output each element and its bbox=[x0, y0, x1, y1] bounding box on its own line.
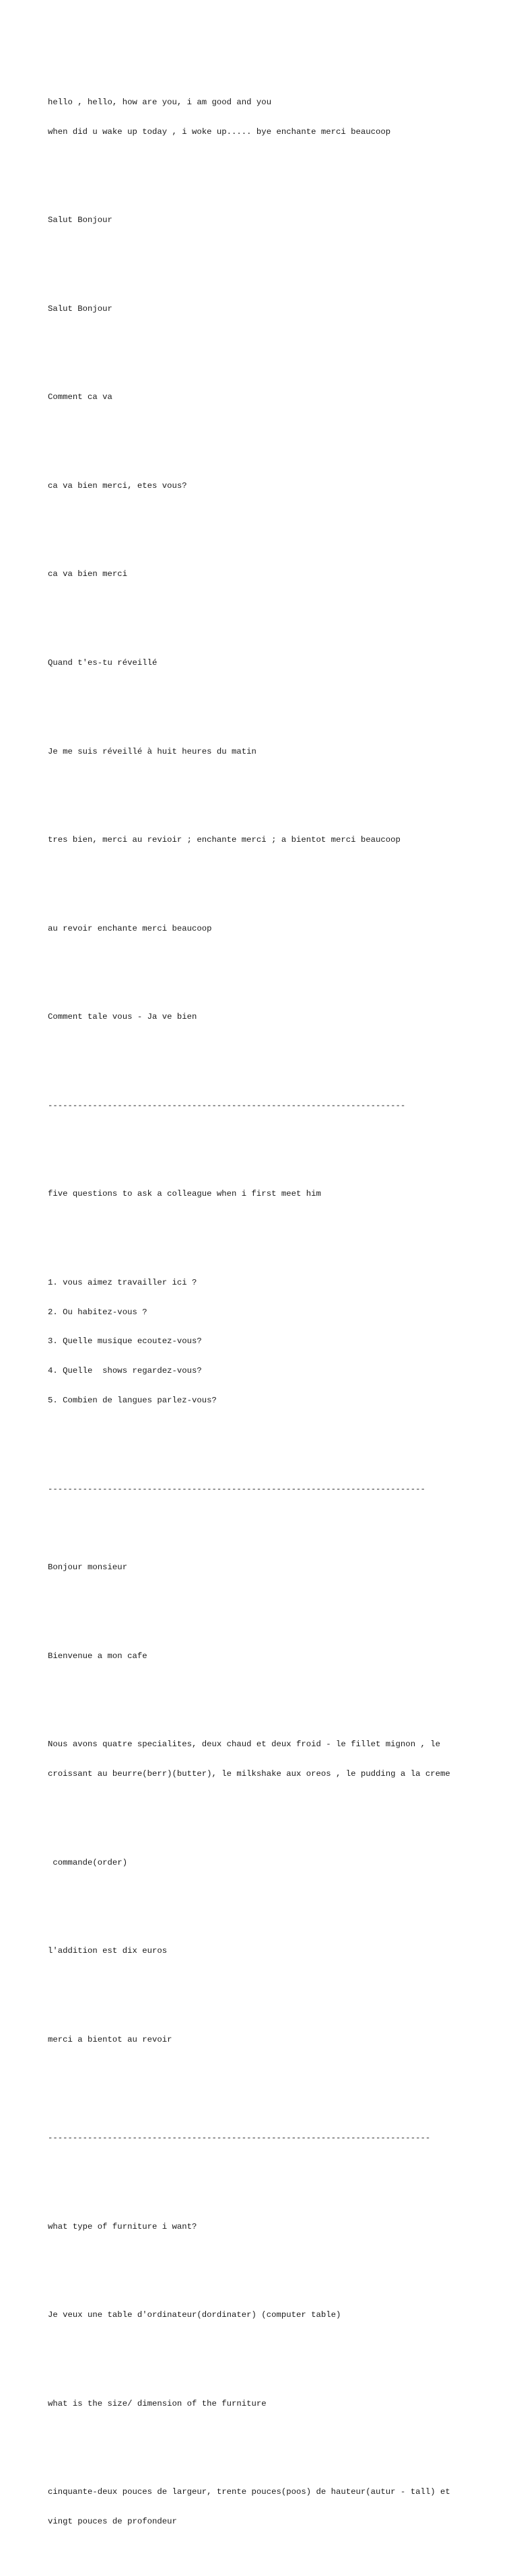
text-paragraph bbox=[48, 639, 492, 688]
section-heading bbox=[48, 1170, 492, 1219]
text-line: Comment tale vous - Ja ve bien bbox=[48, 1012, 197, 1022]
text-line: what type of furniture i want? bbox=[48, 2221, 197, 2231]
separator-line bbox=[48, 2114, 492, 2163]
text-line: when did u wake up today , i woke up..... bye enchante merci beaucoop bbox=[48, 127, 391, 137]
greeting-paragraph bbox=[48, 78, 492, 157]
text-paragraph bbox=[48, 727, 492, 776]
text-line: Je me suis réveillé à huit heures du matin bbox=[48, 746, 256, 756]
dashed-separator: ---------------------------------------------------------------------------- bbox=[48, 1484, 425, 1494]
text-paragraph bbox=[48, 1838, 492, 1888]
text-paragraph bbox=[48, 1632, 492, 1681]
text-line: vingt pouces de profondeur bbox=[48, 2517, 177, 2527]
text-paragraph bbox=[48, 904, 492, 953]
dashed-separator: ----------------------------------------------------------------------------- bbox=[48, 2133, 431, 2143]
dimensions-paragraph bbox=[48, 2468, 492, 2546]
list-item: 4. Quelle shows regardez-vous? bbox=[48, 1366, 202, 1376]
text-line: ca va bien merci, etes vous? bbox=[48, 480, 187, 491]
list-item: 1. vous aimez travailler ici ? bbox=[48, 1277, 197, 1287]
text-paragraph bbox=[48, 993, 492, 1042]
list-item: 3. Quelle musique ecoutez-vous? bbox=[48, 1336, 202, 1347]
text-line: Comment ca va bbox=[48, 392, 112, 402]
dashed-separator: ------------------------------------------------------------------------ bbox=[48, 1100, 406, 1110]
list-item: 2. Ou habitez-vous ? bbox=[48, 1307, 147, 1317]
text-paragraph bbox=[48, 2380, 492, 2429]
text-line: cinquante-deux pouces de largeur, trente pouces(poos) de hauteur(autur - tall) et bbox=[48, 2487, 450, 2497]
document-page bbox=[48, 48, 492, 2576]
text-line: Salut Bonjour bbox=[48, 303, 112, 314]
text-line: merci a bientot au revoir bbox=[48, 2034, 172, 2044]
text-line: Salut Bonjour bbox=[48, 215, 112, 225]
text-line: what is the size/ dimension of the furniture bbox=[48, 2398, 267, 2408]
text-paragraph bbox=[48, 462, 492, 511]
text-line: commande(order) bbox=[48, 1857, 128, 1867]
text-paragraph bbox=[48, 2203, 492, 2252]
text-paragraph bbox=[48, 550, 492, 599]
text-paragraph bbox=[48, 373, 492, 422]
text-line: Je veux une table d'ordinateur(dordinater) (computer table) bbox=[48, 2310, 341, 2320]
text-line: l'addition est dix euros bbox=[48, 1946, 168, 1956]
separator-line bbox=[48, 1464, 492, 1513]
text-paragraph bbox=[48, 196, 492, 245]
text-line: Bonjour monsieur bbox=[48, 1563, 128, 1573]
text-paragraph bbox=[48, 285, 492, 334]
text-line: five questions to ask a colleague when i first meet him bbox=[48, 1189, 321, 1199]
text-line: croissant au beurre(berr)(butter), le milkshake aux oreos , le pudding a la creme bbox=[48, 1769, 450, 1779]
text-paragraph bbox=[48, 1543, 492, 1592]
list-item: 5. Combien de langues parlez-vous? bbox=[48, 1395, 217, 1405]
text-paragraph bbox=[48, 2015, 492, 2065]
text-line: ca va bien merci bbox=[48, 569, 128, 579]
text-line: Nous avons quatre specialites, deux chaud et deux froid - le fillet mignon , le bbox=[48, 1740, 440, 1750]
text-paragraph bbox=[48, 2291, 492, 2340]
questions-list bbox=[48, 1258, 492, 1425]
text-line: tres bien, merci au revioir ; enchante merci ; a bientot merci beaucoop bbox=[48, 835, 401, 845]
text-line: au revoir enchante merci beaucoop bbox=[48, 923, 212, 933]
text-line: Bienvenue a mon cafe bbox=[48, 1651, 147, 1661]
text-line: hello , hello, how are you, i am good and you bbox=[48, 97, 272, 107]
text-line: Quand t'es-tu réveillé bbox=[48, 658, 158, 668]
text-paragraph bbox=[48, 1927, 492, 1976]
specialites-paragraph bbox=[48, 1720, 492, 1799]
separator-line bbox=[48, 1081, 492, 1131]
text-paragraph bbox=[48, 816, 492, 865]
